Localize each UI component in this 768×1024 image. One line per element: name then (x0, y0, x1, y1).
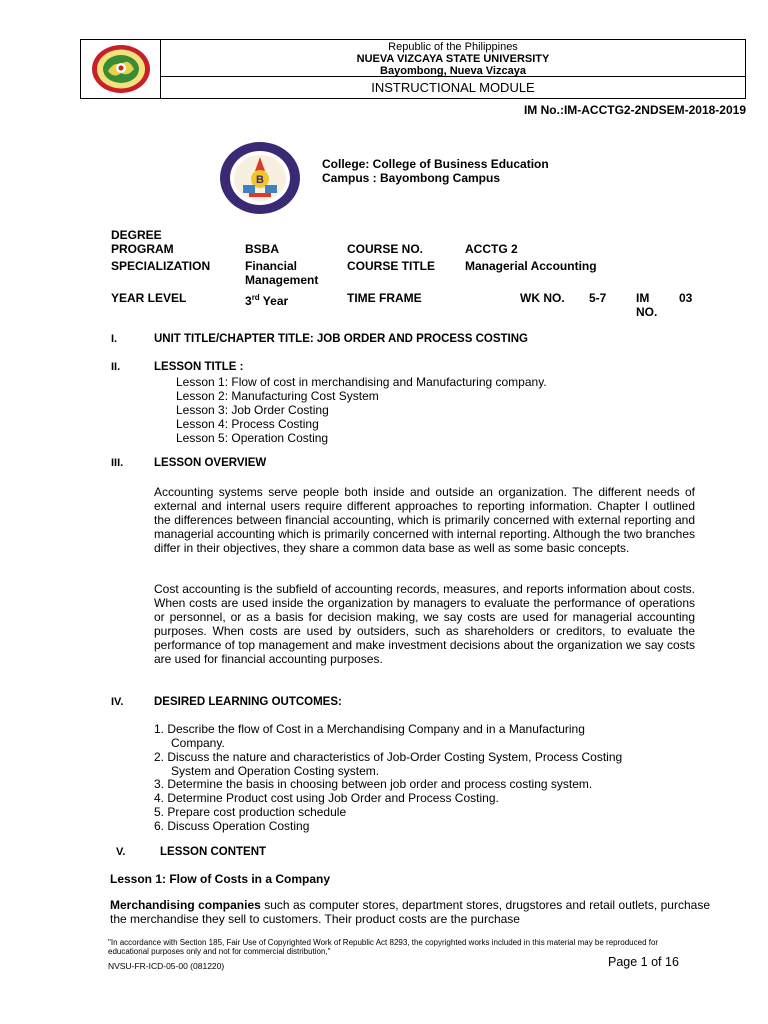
university-logo-cell (81, 40, 161, 98)
module-title: INSTRUCTIONAL MODULE (371, 80, 535, 95)
lesson-item: Lesson 5: Operation Costing (176, 431, 329, 445)
college-info (322, 157, 549, 185)
overview-paragraph-1: Accounting systems serve people both inside and outside an organization. The different needs of external and internal users require different approaches to reporting information. Chapter I outlined the differences between financial accounting, which is primarily concerned with external reporting and managerial accounting which is primarily concerned with internal reporting. Although the two branches differ in their objectives, they share a common data base as well as some basic concepts. (154, 485, 695, 555)
form-code: NVSU-FR-ICD-05-00 (081220) (108, 961, 225, 971)
specialization-label: SPECIALIZATION (111, 259, 211, 273)
im-no-label: IM NO. (636, 291, 658, 319)
lesson-item: Lesson 1: Flow of cost in merchandising and Manufacturing company. (176, 375, 547, 389)
week-no-value: 5-7 (589, 291, 607, 305)
campus-line: Campus : Bayombong Campus (322, 171, 501, 185)
college-line: College: College of Business Education (322, 157, 549, 171)
university-name: NUEVA VIZCAYA STATE UNIVERSITY (356, 53, 550, 65)
im-no-value: 03 (679, 291, 693, 305)
week-no-label: WK NO. (520, 291, 565, 305)
specialization-value: Financial Management (245, 259, 319, 287)
section-1-number: I. (111, 333, 118, 345)
section-4-number: IV. (111, 696, 124, 708)
section-3-number: III. (111, 457, 124, 469)
svg-text:B: B (256, 174, 264, 186)
university-location: Bayombong, Nueva Vizcaya (380, 65, 526, 77)
university-name-cell (161, 40, 745, 77)
copyright-note: "In accordance with Section 185, Fair Use of Copyrighted Work of Republic Act 8293, the copyrighted works included in this material may be reproduced for educational purposes only and not for commercial distribution," (108, 938, 659, 956)
section-2-number: II. (111, 361, 121, 373)
page-number: Page 1 of 16 (608, 955, 679, 969)
section-2-title: LESSON TITLE : (154, 361, 244, 373)
lesson-item: Lesson 2: Manufacturing Cost System (176, 389, 379, 403)
year-level-value: 3rd Year (245, 293, 289, 308)
republic-text: Republic of the Philippines (388, 41, 518, 53)
section-5-number: V. (116, 846, 126, 858)
year-level-label: YEAR LEVEL (111, 291, 187, 305)
outcome-item: 3. Determine the basis in choosing between job order and process costing system. (154, 777, 593, 791)
outcome-item: 2. Discuss the nature and characteristics of Job-Order Costing System, Process Costing (154, 750, 623, 764)
outcome-item: 4. Determine Product cost using Job Order and Process Costing. (154, 791, 499, 805)
overview-paragraph-2: Cost accounting is the subfield of accounting records, measures, and reports information about costs. When costs are used inside the organization by managers to evaluate the performance of operations or personnel, or as a basis for decision making, we say costs are used for managerial accounting purposes. When costs are used by outsiders, such as shareholders or creditors, to evaluate the performance of top management and make investment decisions about the organization we say costs are used for financial accounting purposes. (154, 582, 695, 666)
university-seal-icon (90, 43, 152, 95)
lesson-item: Lesson 4: Process Costing (176, 417, 319, 431)
outcome-item: 5. Prepare cost production schedule (154, 805, 347, 819)
section-5-title: LESSON CONTENT (160, 846, 267, 858)
outcome-item-continued: System and Operation Costing system. (171, 764, 380, 778)
course-title-value: Managerial Accounting (465, 259, 597, 273)
degree-label: DEGREE PROGRAM (111, 228, 174, 256)
course-no-label: COURSE NO. (347, 242, 424, 256)
outcome-item-continued: Company. (171, 736, 225, 750)
merchandising-paragraph: Merchandising companies such as computer stores, department stores, drugstores and retail outlets, purchase the merchandise they sell to customers. Their product costs are the purchase (110, 898, 710, 926)
im-number: IM No.:IM-ACCTG2-2NDSEM-2018-2019 (523, 103, 746, 117)
section-1-title: UNIT TITLE/CHAPTER TITLE: JOB ORDER AND PROCESS COSTING (154, 333, 528, 345)
lesson-1-heading: Lesson 1: Flow of Costs in a Company (110, 872, 331, 886)
section-3-title: LESSON OVERVIEW (154, 457, 267, 469)
header-table (80, 39, 746, 99)
lesson-item: Lesson 3: Job Order Costing (176, 403, 329, 417)
course-title-label: COURSE TITLE (347, 259, 436, 273)
time-frame-label: TIME FRAME (347, 291, 422, 305)
degree-value: BSBA (245, 242, 280, 256)
section-4-title: DESIRED LEARNING OUTCOMES: (154, 696, 342, 708)
college-seal-icon (219, 141, 301, 215)
outcome-item: 1. Describe the flow of Cost in a Merchandising Company and in a Manufacturing (154, 722, 585, 736)
outcome-item: 6. Discuss Operation Costing (154, 819, 310, 833)
course-no-value: ACCTG 2 (465, 242, 518, 256)
